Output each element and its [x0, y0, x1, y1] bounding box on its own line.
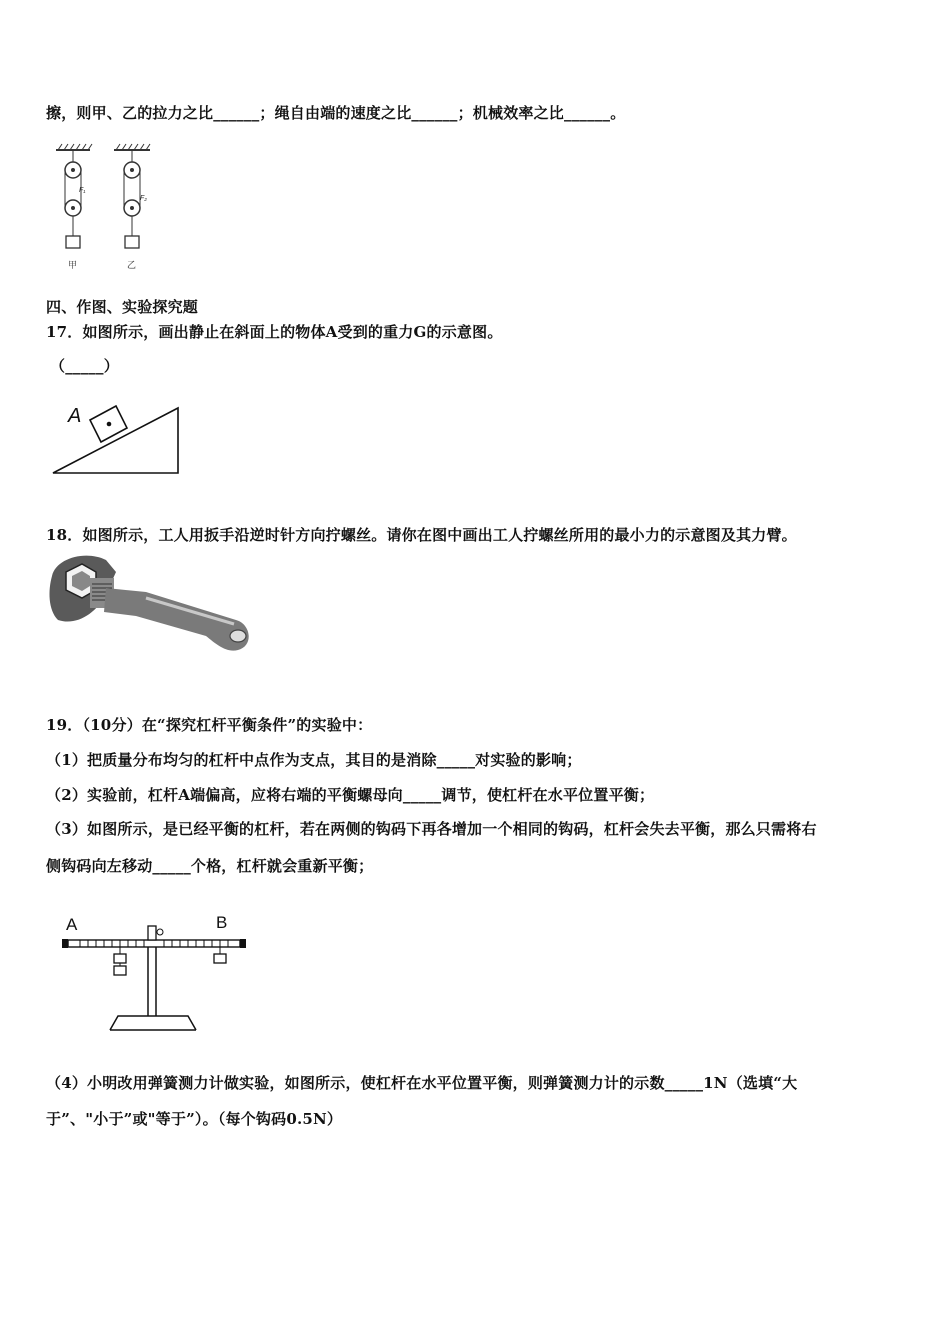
question-18: 18．如图所示，工人用扳手沿逆时针方向拧螺丝。请你在图中画出工人拧螺丝所用的最小力的示意图及其力臂。	[46, 526, 797, 544]
pulley-label-right: 乙	[127, 260, 137, 270]
lever-label-b: B	[216, 913, 228, 932]
lever-figure	[60, 908, 250, 1038]
lever-label-a: A	[66, 915, 78, 934]
question-17-blank: （_____）	[50, 357, 119, 375]
question-17: 17．如图所示，画出静止在斜面上的物体A受到的重力G的示意图。	[46, 323, 503, 341]
question-19-part-4b: 于”、"小于”或"等于”）。（每个钩码0.5N）	[46, 1110, 343, 1128]
question-19-part-1: （1）把质量分布均匀的杠杆中点作为支点，其目的是消除_____对实验的影响；	[46, 751, 582, 769]
pulley-figure	[50, 140, 160, 275]
pulley-label-left: 甲	[68, 260, 78, 270]
question-19-part-3b: 侧钩码向左移动_____个格，杠杆就会重新平衡；	[46, 857, 374, 875]
question-19-part-2: （2）实验前，杠杆A端偏高，应将右端的平衡螺母向_____调节，使杠杆在水平位置平衡；	[46, 786, 655, 804]
question-16-tail: 擦，则甲、乙的拉力之比______；绳自由端的速度之比______；机械效率之比______。	[46, 104, 626, 122]
question-19-part-3a: （3）如图所示，是已经平衡的杠杆，若在两侧的钩码下再各增加一个相同的钩码，杠杆会失去平衡，那么只需将右	[46, 820, 817, 838]
question-19: 19．（10分）在“探究杠杆平衡条件”的实验中：	[46, 716, 373, 734]
block-label: A	[68, 405, 82, 427]
question-19-part-4a: （4）小明改用弹簧测力计做实验，如图所示，使杠杆在水平位置平衡，则弹簧测力计的示数_____1N（选填“大	[46, 1074, 798, 1092]
wrench-figure	[46, 550, 256, 665]
force-label-left: F₁	[79, 187, 86, 194]
section-heading: 四、作图、实验探究题	[46, 298, 199, 316]
force-label-right: F₂	[140, 195, 147, 202]
incline-figure	[50, 396, 185, 478]
